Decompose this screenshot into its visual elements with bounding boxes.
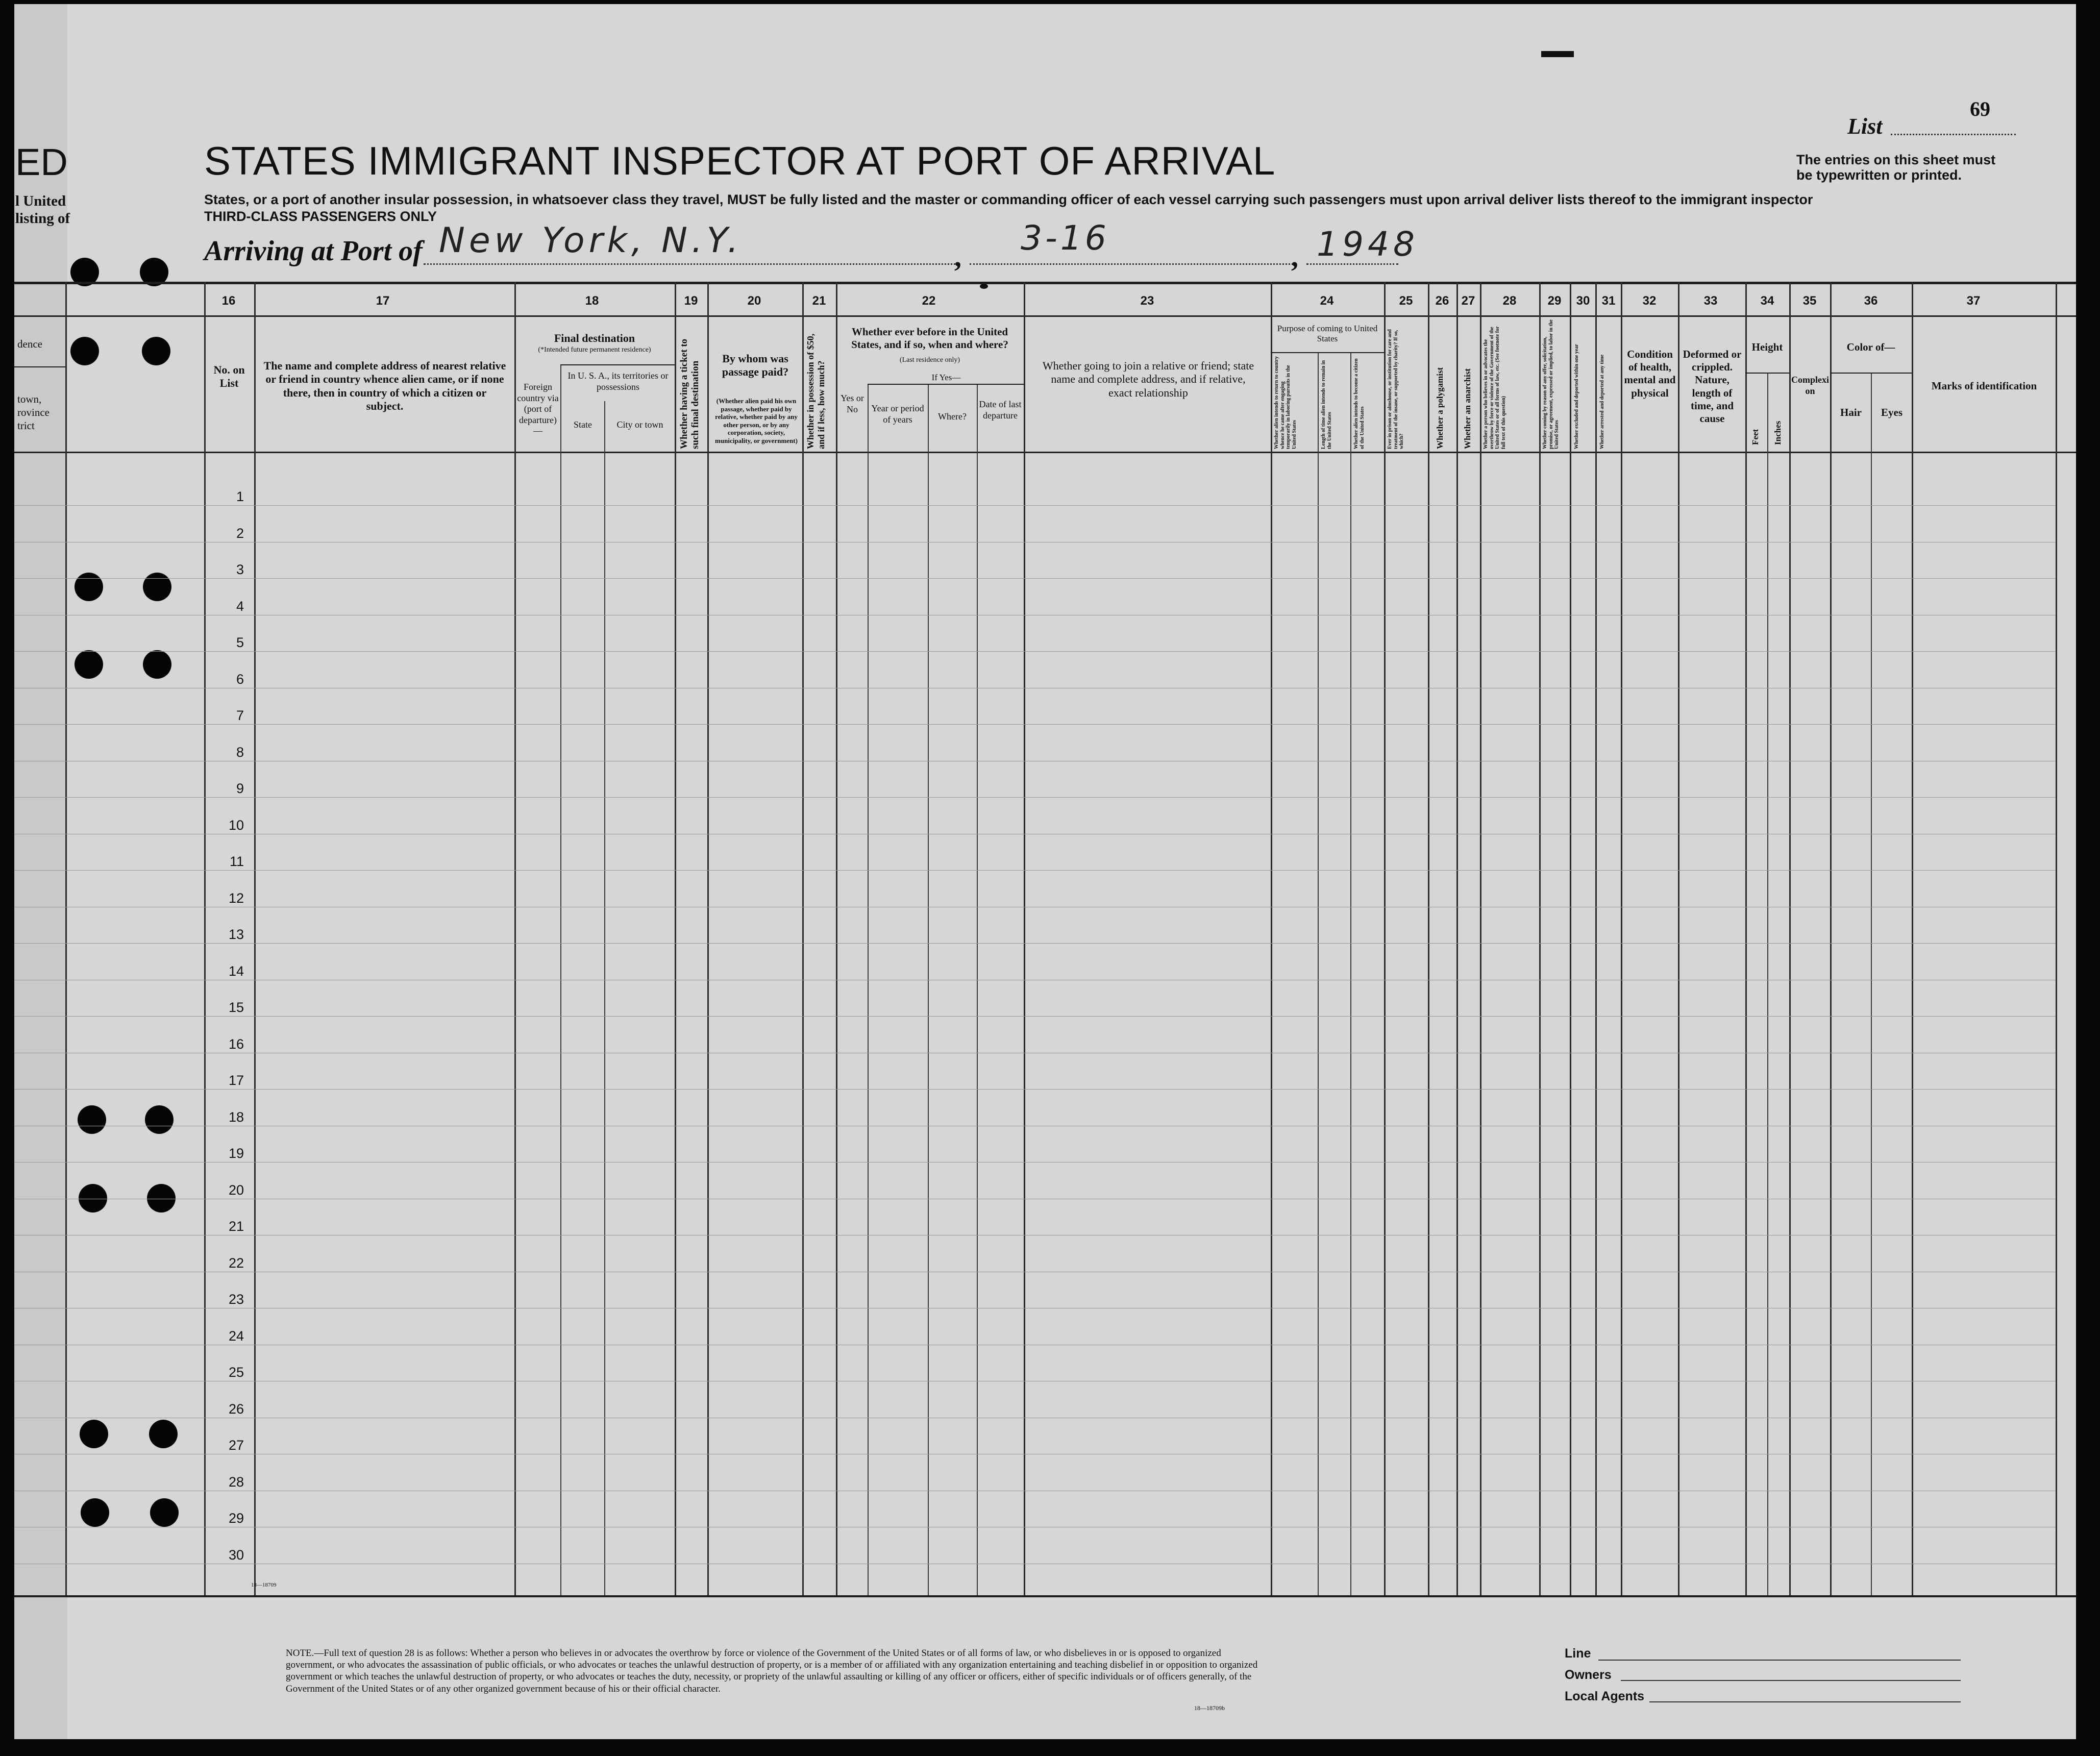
row-number: 20 xyxy=(228,1182,244,1198)
column-number: 32 xyxy=(1642,294,1657,308)
row-number: 27 xyxy=(228,1438,244,1453)
column-number: 26 xyxy=(1435,294,1449,308)
column-line xyxy=(254,282,256,1595)
column-line xyxy=(836,282,837,1595)
header-height: Height xyxy=(1751,341,1783,353)
row-number: 10 xyxy=(228,818,244,833)
passenger-class: THIRD-CLASS PASSENGERS ONLY xyxy=(204,209,437,224)
header-passage-note: (Whether alien paid his own passage, whether paid by relative, whether paid by any other person, or by any corporation, society, municipality, or government) xyxy=(715,397,798,444)
row-number: 19 xyxy=(228,1146,244,1161)
header-intends-citizen: Whether alien intends to become a citizen of the United States xyxy=(1353,358,1365,449)
column-line xyxy=(802,282,804,1595)
column-line xyxy=(675,282,676,1595)
sub-rule xyxy=(14,366,65,367)
subcolumn-line xyxy=(868,384,869,1595)
header-city-town: City or town xyxy=(616,419,663,430)
header-question-28: Whether a person who believes in or advocates the overthrow by force or violence of the Government of the United States or of all forms of law, etc. (See footnote for full text of this question) xyxy=(1483,326,1506,449)
column-number: 19 xyxy=(684,294,698,308)
header-foreign-country: Foreign country via (port of departure)— xyxy=(517,382,559,436)
sub-rule xyxy=(868,384,1024,385)
date-fill-line xyxy=(970,263,1296,265)
header-if-yes: If Yes— xyxy=(931,373,961,382)
column-number: 30 xyxy=(1576,294,1590,308)
column-number: 34 xyxy=(1760,294,1774,308)
column-number: 24 xyxy=(1320,294,1334,308)
column-line xyxy=(1024,282,1025,1595)
row-number: 11 xyxy=(229,854,244,869)
punch-hole xyxy=(75,573,103,601)
column-number: 37 xyxy=(1966,294,1981,308)
row-number: 25 xyxy=(228,1365,244,1380)
header-year-period: Year or period of years xyxy=(871,403,924,425)
row-number: 18 xyxy=(228,1109,244,1125)
edge-text-line: listing of xyxy=(15,210,70,227)
form-title: STATES IMMIGRANT INSPECTOR AT PORT OF ARRIVAL xyxy=(204,138,1276,183)
column-line xyxy=(1271,282,1272,1595)
column-number: 36 xyxy=(1864,294,1878,308)
punch-hole xyxy=(145,1105,174,1134)
punch-hole xyxy=(147,1184,176,1213)
sub-rule xyxy=(1830,373,1912,374)
row-number: 26 xyxy=(228,1401,244,1417)
header-arrested-deported: Whether arrested and deported at any time xyxy=(1599,354,1605,449)
column-line xyxy=(1384,282,1386,1595)
residence-header: rovince xyxy=(17,406,50,418)
row-number: 3 xyxy=(236,562,244,577)
column-line xyxy=(1428,282,1429,1595)
header-prison-almshouse: Ever in prison or almshouse, or institution for care and treatment of the insane, or supported by charity? If so, which? xyxy=(1387,329,1404,449)
header-hair: Hair xyxy=(1840,406,1862,418)
ink-mark xyxy=(1541,51,1574,57)
column-number: 29 xyxy=(1547,294,1562,308)
punch-hole xyxy=(75,650,103,679)
header-polygamist: Whether a polygamist xyxy=(1435,367,1445,449)
header-passage-paid: By whom was passage paid? xyxy=(722,352,789,379)
port-handwritten: New York, N.Y. xyxy=(439,220,743,261)
punch-hole xyxy=(149,1420,178,1448)
header-fifty-dollars: Whether in possession of $50, and if less, how much? xyxy=(805,333,826,449)
subcolumn-line xyxy=(1767,373,1768,1595)
row-rule xyxy=(14,651,2056,652)
punch-hole xyxy=(142,337,170,365)
row-number: 5 xyxy=(236,635,244,650)
row-number: 24 xyxy=(228,1328,244,1344)
column-number: 28 xyxy=(1502,294,1517,308)
header-final-destination: Final destination xyxy=(554,332,635,344)
row-rule xyxy=(14,505,2056,506)
row-rule xyxy=(14,1016,2056,1017)
owners-label: Owners xyxy=(1565,1668,1612,1682)
header-in-usa: In U. S. A., its territories or possessions xyxy=(567,370,669,392)
row-number: 15 xyxy=(228,1000,244,1015)
ink-mark xyxy=(980,284,988,289)
row-number: 30 xyxy=(228,1547,244,1563)
column-number: 22 xyxy=(922,294,936,308)
row-number: 1 xyxy=(236,489,244,504)
column-line xyxy=(204,282,206,1595)
subcolumn-line xyxy=(604,401,605,1595)
header-deformed: Deformed or crippled. Nature, length of time, and cause xyxy=(1683,348,1742,425)
header-excluded-deported: Whether excluded and deported within one year xyxy=(1574,344,1579,449)
line-fill xyxy=(1598,1660,1961,1661)
column-line xyxy=(1830,282,1832,1595)
sub-rule xyxy=(560,364,675,365)
header-final-destination-note: (*Intended future permanent residence) xyxy=(538,346,651,354)
residence-header: dence xyxy=(17,338,42,350)
header-length-of-stay: Length of time alien intends to remain in the United States xyxy=(1321,360,1332,449)
row-number: 9 xyxy=(236,781,244,796)
date-handwritten: 3-16 xyxy=(1021,218,1109,258)
edge-text-line: l United xyxy=(15,193,66,209)
header-ticket: Whether having a ticket to such final destination xyxy=(679,338,701,449)
row-number: 16 xyxy=(228,1036,244,1052)
header-intends-return: Whether alien intends to return to country whence he came after engaging temporarily in laboring pursuits in the United States xyxy=(1274,356,1297,449)
column-line xyxy=(1745,282,1747,1595)
column-number: 33 xyxy=(1703,294,1718,308)
list-number: 69 xyxy=(1970,97,1990,120)
header-list-number: No. on List xyxy=(213,363,245,390)
residence-header: town, xyxy=(17,393,42,405)
punch-hole xyxy=(79,1184,107,1213)
column-number: 20 xyxy=(747,294,761,308)
question-28-note: NOTE.—Full text of question 28 is as follows: Whether a person who believes in or advocates the overthrow by force or violence of the Government of the United States or of all forms of law, or who disbelieves in or is opposed to organized government, or who advocates the assassination of public officials, or who advocates or teaches the unlawful destruction of property, or is a member of or affiliated with any organization entertaining and teaching disbelief in or opposition to organized government or which teaches the unlawful destruction of property, or who advocates or teaches the duty, necessity, or propriety of the unlawful assaulting or killing of any officer or officers, either of specific individuals or of officers generally, of the Government of the United States or of any other organized government because of his or their official character. xyxy=(286,1648,1258,1694)
punch-hole xyxy=(150,1498,179,1527)
column-line xyxy=(1480,282,1481,1595)
header-join-relative: Whether going to join a relative or friend; state name and complete address, and if relative, exact relationship xyxy=(1042,359,1254,399)
local-agents-fill xyxy=(1649,1701,1961,1702)
column-line xyxy=(1678,282,1679,1595)
owners-fill xyxy=(1621,1680,1961,1681)
local-agents-label: Local Agents xyxy=(1565,1689,1645,1703)
row-rule xyxy=(14,1162,2056,1163)
header-labor-offer: Whether coming by reason of any offer, solicitation, promise, or agreement, expressed or implied, to labor in the United States xyxy=(1542,319,1560,449)
row-rule xyxy=(14,870,2056,871)
header-state: State xyxy=(574,419,592,430)
row-number: 4 xyxy=(236,599,244,614)
header-anarchist: Whether an anarchist xyxy=(1463,368,1472,449)
header-yes-no: Yes or No xyxy=(841,393,864,414)
table-bottom-rule xyxy=(14,1595,2076,1597)
punch-hole xyxy=(143,650,171,679)
column-number: 21 xyxy=(812,294,826,308)
row-rule xyxy=(14,943,2056,944)
list-label: List xyxy=(1847,114,1883,139)
column-number: 27 xyxy=(1461,294,1475,308)
column-line xyxy=(1570,282,1571,1595)
row-rule xyxy=(14,1089,2056,1090)
row-number: 28 xyxy=(228,1474,244,1490)
subcolumn-line xyxy=(1871,373,1872,1595)
line-label: Line xyxy=(1565,1646,1591,1661)
row-number: 14 xyxy=(228,963,244,979)
header-last-residence: (Last residence only) xyxy=(899,356,960,364)
row-number: 7 xyxy=(236,708,244,723)
header-marks-identification: Marks of identification xyxy=(1931,380,2037,392)
subcolumn-line xyxy=(1350,352,1351,1595)
punch-hole xyxy=(80,1420,108,1448)
subcolumn-line xyxy=(977,384,978,1595)
row-number: 22 xyxy=(228,1255,244,1271)
column-number: 16 xyxy=(221,294,236,308)
column-number: 31 xyxy=(1601,294,1616,308)
header-ever-before: Whether ever before in the United States, and if so, when and where? xyxy=(851,326,1008,351)
header-feet: Feet xyxy=(1750,429,1760,445)
header-bottom-rule xyxy=(14,452,2076,453)
header-nearest-relative: The name and complete address of nearest relative or friend in country whence alien came, or if none there, then in country of which a citizen or subject. xyxy=(263,359,506,413)
form-code: 18—18709 xyxy=(251,1582,277,1588)
header-health: Condition of health, mental and physical xyxy=(1624,348,1676,399)
column-line xyxy=(1595,282,1597,1595)
row-number: 17 xyxy=(228,1073,244,1088)
residence-header: trict xyxy=(17,419,35,432)
column-number: 23 xyxy=(1140,294,1154,308)
punch-hole xyxy=(143,573,171,601)
row-rule xyxy=(14,797,2056,798)
column-number: 17 xyxy=(376,294,390,308)
header-color-of: Color of— xyxy=(1846,341,1895,353)
form-subtitle: States, or a port of another insular possession, in whatsoever class they travel, MUST be fully listed and the master or commanding officer of each vessel carrying such passengers must upon arrival deliver lists thereof to the immigrant inspector xyxy=(204,192,1813,207)
header-inches: Inches xyxy=(1773,421,1783,445)
note-code: 18—18709b xyxy=(1194,1704,1225,1712)
punch-hole xyxy=(78,1105,106,1134)
row-rule xyxy=(14,724,2056,725)
column-number: 18 xyxy=(585,294,599,308)
column-line xyxy=(1912,282,1913,1595)
column-number: 35 xyxy=(1802,294,1817,308)
punch-hole xyxy=(70,337,99,365)
column-number-rule xyxy=(14,315,2076,317)
column-line xyxy=(65,282,67,1595)
entries-note: be typewritten or printed. xyxy=(1796,167,1962,183)
row-number: 21 xyxy=(228,1219,244,1234)
header-date-departure: Date of last departure xyxy=(979,399,1022,421)
entries-note: The entries on this sheet must xyxy=(1796,152,1996,167)
subcolumn-line xyxy=(1318,352,1319,1595)
comma: , xyxy=(954,241,961,273)
sub-rule xyxy=(1745,373,1789,374)
header-complexion: Complexion xyxy=(1791,375,1829,396)
row-number: 29 xyxy=(228,1511,244,1526)
column-line xyxy=(2056,282,2057,1595)
column-line xyxy=(1789,282,1791,1595)
arriving-label: Arriving at Port of xyxy=(204,235,423,267)
comma: , xyxy=(1291,241,1298,273)
punch-hole xyxy=(81,1498,109,1527)
row-number: 2 xyxy=(236,526,244,541)
column-line xyxy=(1539,282,1541,1595)
row-number: 12 xyxy=(228,891,244,906)
row-number: 6 xyxy=(236,672,244,687)
port-fill-line xyxy=(424,263,959,265)
column-line xyxy=(514,282,516,1595)
row-number: 13 xyxy=(228,927,244,942)
list-fill-line xyxy=(1891,134,2016,135)
header-eyes: Eyes xyxy=(1881,406,1903,418)
column-line xyxy=(1621,282,1622,1595)
edge-title-fragment: ED xyxy=(15,141,68,183)
year-handwritten: 1948 xyxy=(1317,225,1419,264)
row-number: 8 xyxy=(236,745,244,760)
header-purpose: Purpose of coming to United States xyxy=(1277,324,1378,344)
binding-strip xyxy=(14,4,67,1739)
row-rule xyxy=(14,578,2056,579)
table-top-rule xyxy=(14,282,2076,284)
column-number: 25 xyxy=(1399,294,1413,308)
row-number: 23 xyxy=(228,1292,244,1307)
header-where: Where? xyxy=(938,411,967,422)
subcolumn-line xyxy=(928,384,929,1595)
column-line xyxy=(1456,282,1458,1595)
sub-rule xyxy=(1271,352,1384,353)
column-line xyxy=(707,282,709,1595)
